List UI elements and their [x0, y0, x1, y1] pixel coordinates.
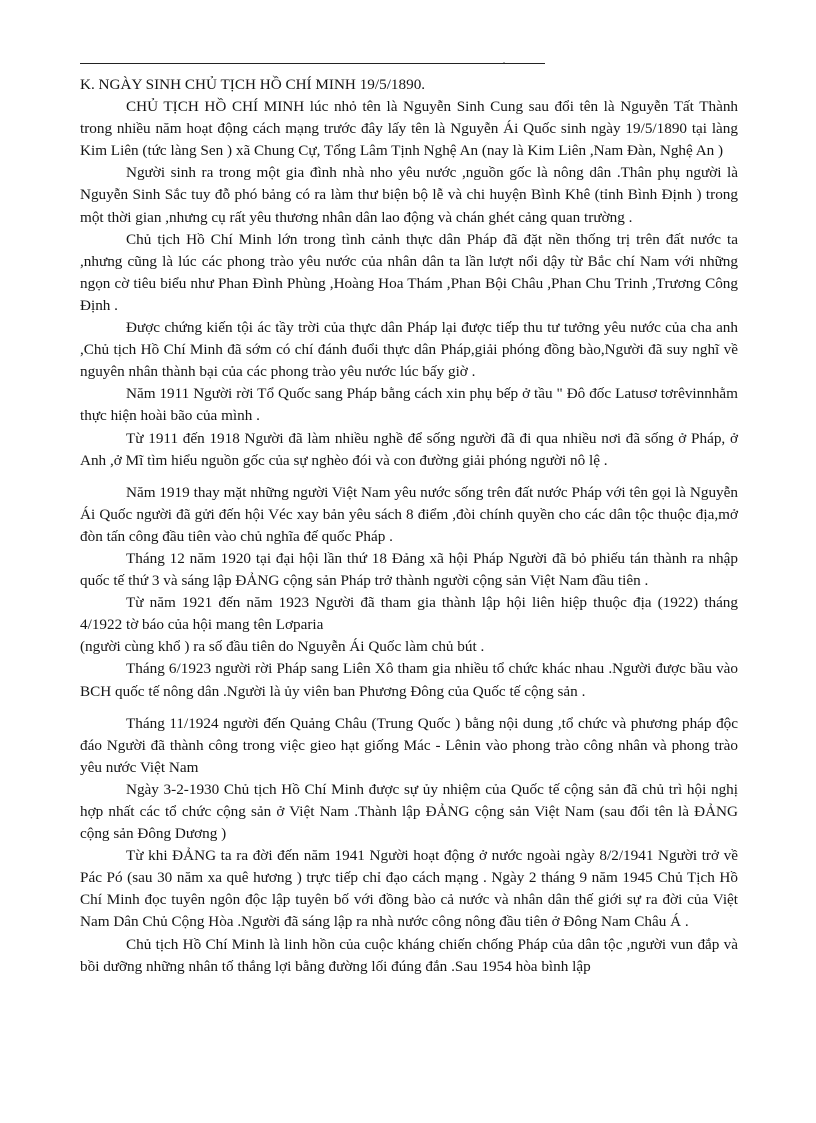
paragraph-1924: Tháng 11/1924 người đến Quảng Châu (Trung Quốc ) bằng nội dung ,tổ chức và phương pháp độc đáo Người đã thành công trong việc gieo hạt giống Mác - Lênin vào phong trào công nhân và phong trào yêu nước Việt Nam	[80, 714, 738, 776]
paragraph-1923: Tháng 6/1923 người rời Pháp sang Liên Xô tham gia nhiều tổ chức khác nhau .Người được bầu vào BCH quốc tế nông dân .Người là ủy viên ban Phương Đông của Quốc tế cộng sản .	[80, 660, 738, 700]
document-body	[80, 74, 738, 978]
separator-dot: .	[503, 56, 505, 65]
paragraph-1911: Năm 1911 Người rời Tổ Quốc sang Pháp bằng cách xin phụ bếp ở tầu " Đô đốc Latusơ tơrêvinnhằm thực hiện hoài bão của mình .	[80, 385, 738, 425]
paragraph-resistance: Chủ tịch Hồ Chí Minh là linh hồn của cuộc kháng chiến chống Pháp của dân tộc ,người vun đắp và bồi dưỡng những nhân tố thắng lợi bằng đường lối đúng đắn .Sau 1954 hòa bình lập	[80, 935, 738, 975]
paragraph-patriotism: Được chứng kiến tội ác tầy trời của thực dân Pháp lại được tiếp thu tư tưởng yêu nước của cha anh ,Chủ tịch Hồ Chí Minh đã sớm có chí đánh đuổi thực dân Pháp,giải phóng đồng bào,Người đã suy nghĩ về nguyên nhân thành bại của các phong trào yêu nước lúc bấy giờ .	[80, 319, 738, 381]
paragraph-1919: Năm 1919 thay mặt những người Việt Nam yêu nước sống trên đất nước Pháp với tên gọi là Nguyễn Ái Quốc người đã gửi đến hội Véc xay bản yêu sách 8 điểm ,đòi chính quyền cho các dân tộc thuộc địa,mở đòn tấn công đầu tiên vào chủ nghĩa đế quốc Pháp .	[80, 483, 738, 545]
paragraph-le-paria: (người cùng khổ ) ra số đầu tiên do Nguyễn Ái Quốc làm chủ bút .	[80, 638, 485, 656]
section-heading: K. NGÀY SINH CHỦ TỊCH HỒ CHÍ MINH 19/5/1890.	[80, 76, 426, 93]
paragraph-1921-1923: Từ năm 1921 đến năm 1923 Người đã tham gia thành lập hội liên hiệp thuộc địa (1922) tháng 4/1922 tờ báo của hội mang tên Lơparia	[80, 594, 738, 634]
paragraph-1930: Ngày 3-2-1930 Chủ tịch Hồ Chí Minh được sự ủy nhiệm của Quốc tế cộng sản đã chủ trì hội nghị hợp nhất các tổ chức cộng sản ở Việt Nam .Thành lập ĐẢNG cộng sản Việt Nam (sau đổi tên là ĐẢNG cộng sản Đông Dương )	[80, 780, 738, 843]
paragraph-1920: Tháng 12 năm 1920 tại đại hội lần thứ 18 Đảng xã hội Pháp Người đã bỏ phiếu tán thành ra nhập quốc tế thứ 3 và sáng lập ĐẢNG cộng sản Pháp trở thành người cộng sản Việt Nam đầu tiên .	[80, 549, 738, 590]
paragraph-1911-1918: Từ 1911 đến 1918 Người đã làm nhiều nghề để sống người đã đi qua nhiều nơi đã sống ở Pháp, ở Anh ,ở Mĩ tìm hiểu nguồn gốc của sự nghèo đói và con đường giải phóng người nô lệ .	[80, 429, 738, 469]
paragraph-colonial-context: Chủ tịch Hồ Chí Minh lớn trong tình cảnh thực dân Pháp đã đặt nền thống trị trên đất nước ta ,nhưng cũng là lúc các phong trào yêu nước của nhân dân ta lần lượt nổi dậy từ Bắc chí Nam với những ngọn cờ tiêu biểu như Phan Đình Phùng ,Hoàng Hoa Thám ,Phan Bội Châu ,Phan Chu Trinh ,Trương Công Định .	[80, 230, 738, 314]
paragraph-intro: CHỦ TỊCH HỒ CHÍ MINH lúc nhỏ tên là Nguyễn Sinh Cung sau đổi tên là Nguyễn Tất Thành trong nhiều năm hoạt động cách mạng trước đây lấy tên là Nguyễn Ái Quốc sinh ngày 19/5/1890 tại làng Kim Liên (tức làng Sen ) xã Chung Cự, Tổng Lâm Tịnh Nghệ An (nay là Kim Liên ,Nam Đàn, Nghệ An )	[80, 98, 738, 160]
top-separator-line	[80, 63, 545, 64]
paragraph-1941-1945: Từ khi ĐẢNG ta ra đời đến năm 1941 Người hoạt động ở nước ngoài ngày 8/2/1941 Người trở về Pác Pó (sau 30 năm xa quê hương ) trực tiếp chỉ đạo cách mạng . Ngày 2 tháng 9 năm 1945 Chủ Tịch Hồ Chí Minh đọc tuyên ngôn độc lập tuyên bố với đồng bào cả nước và nhân dân thế giới sự ra đời của Việt Nam Dân Chủ Cộng Hòa .Người đã sáng lập ra nhà nước công nông đầu tiên ở Đông Nam Châu Á .	[80, 847, 738, 931]
paragraph-family: Người sinh ra trong một gia đình nhà nho yêu nước ,nguồn gốc là nông dân .Thân phụ người là Nguyễn Sinh Sắc tuy đỗ phó bảng có ra làm thư biện bộ lễ và chi huyện Bình Khê (tỉnh Bình Định ) trong một thời gian ,nhưng cụ rất yêu thương nhân dân lao động và chán ghét cảng quan trường .	[80, 164, 738, 226]
